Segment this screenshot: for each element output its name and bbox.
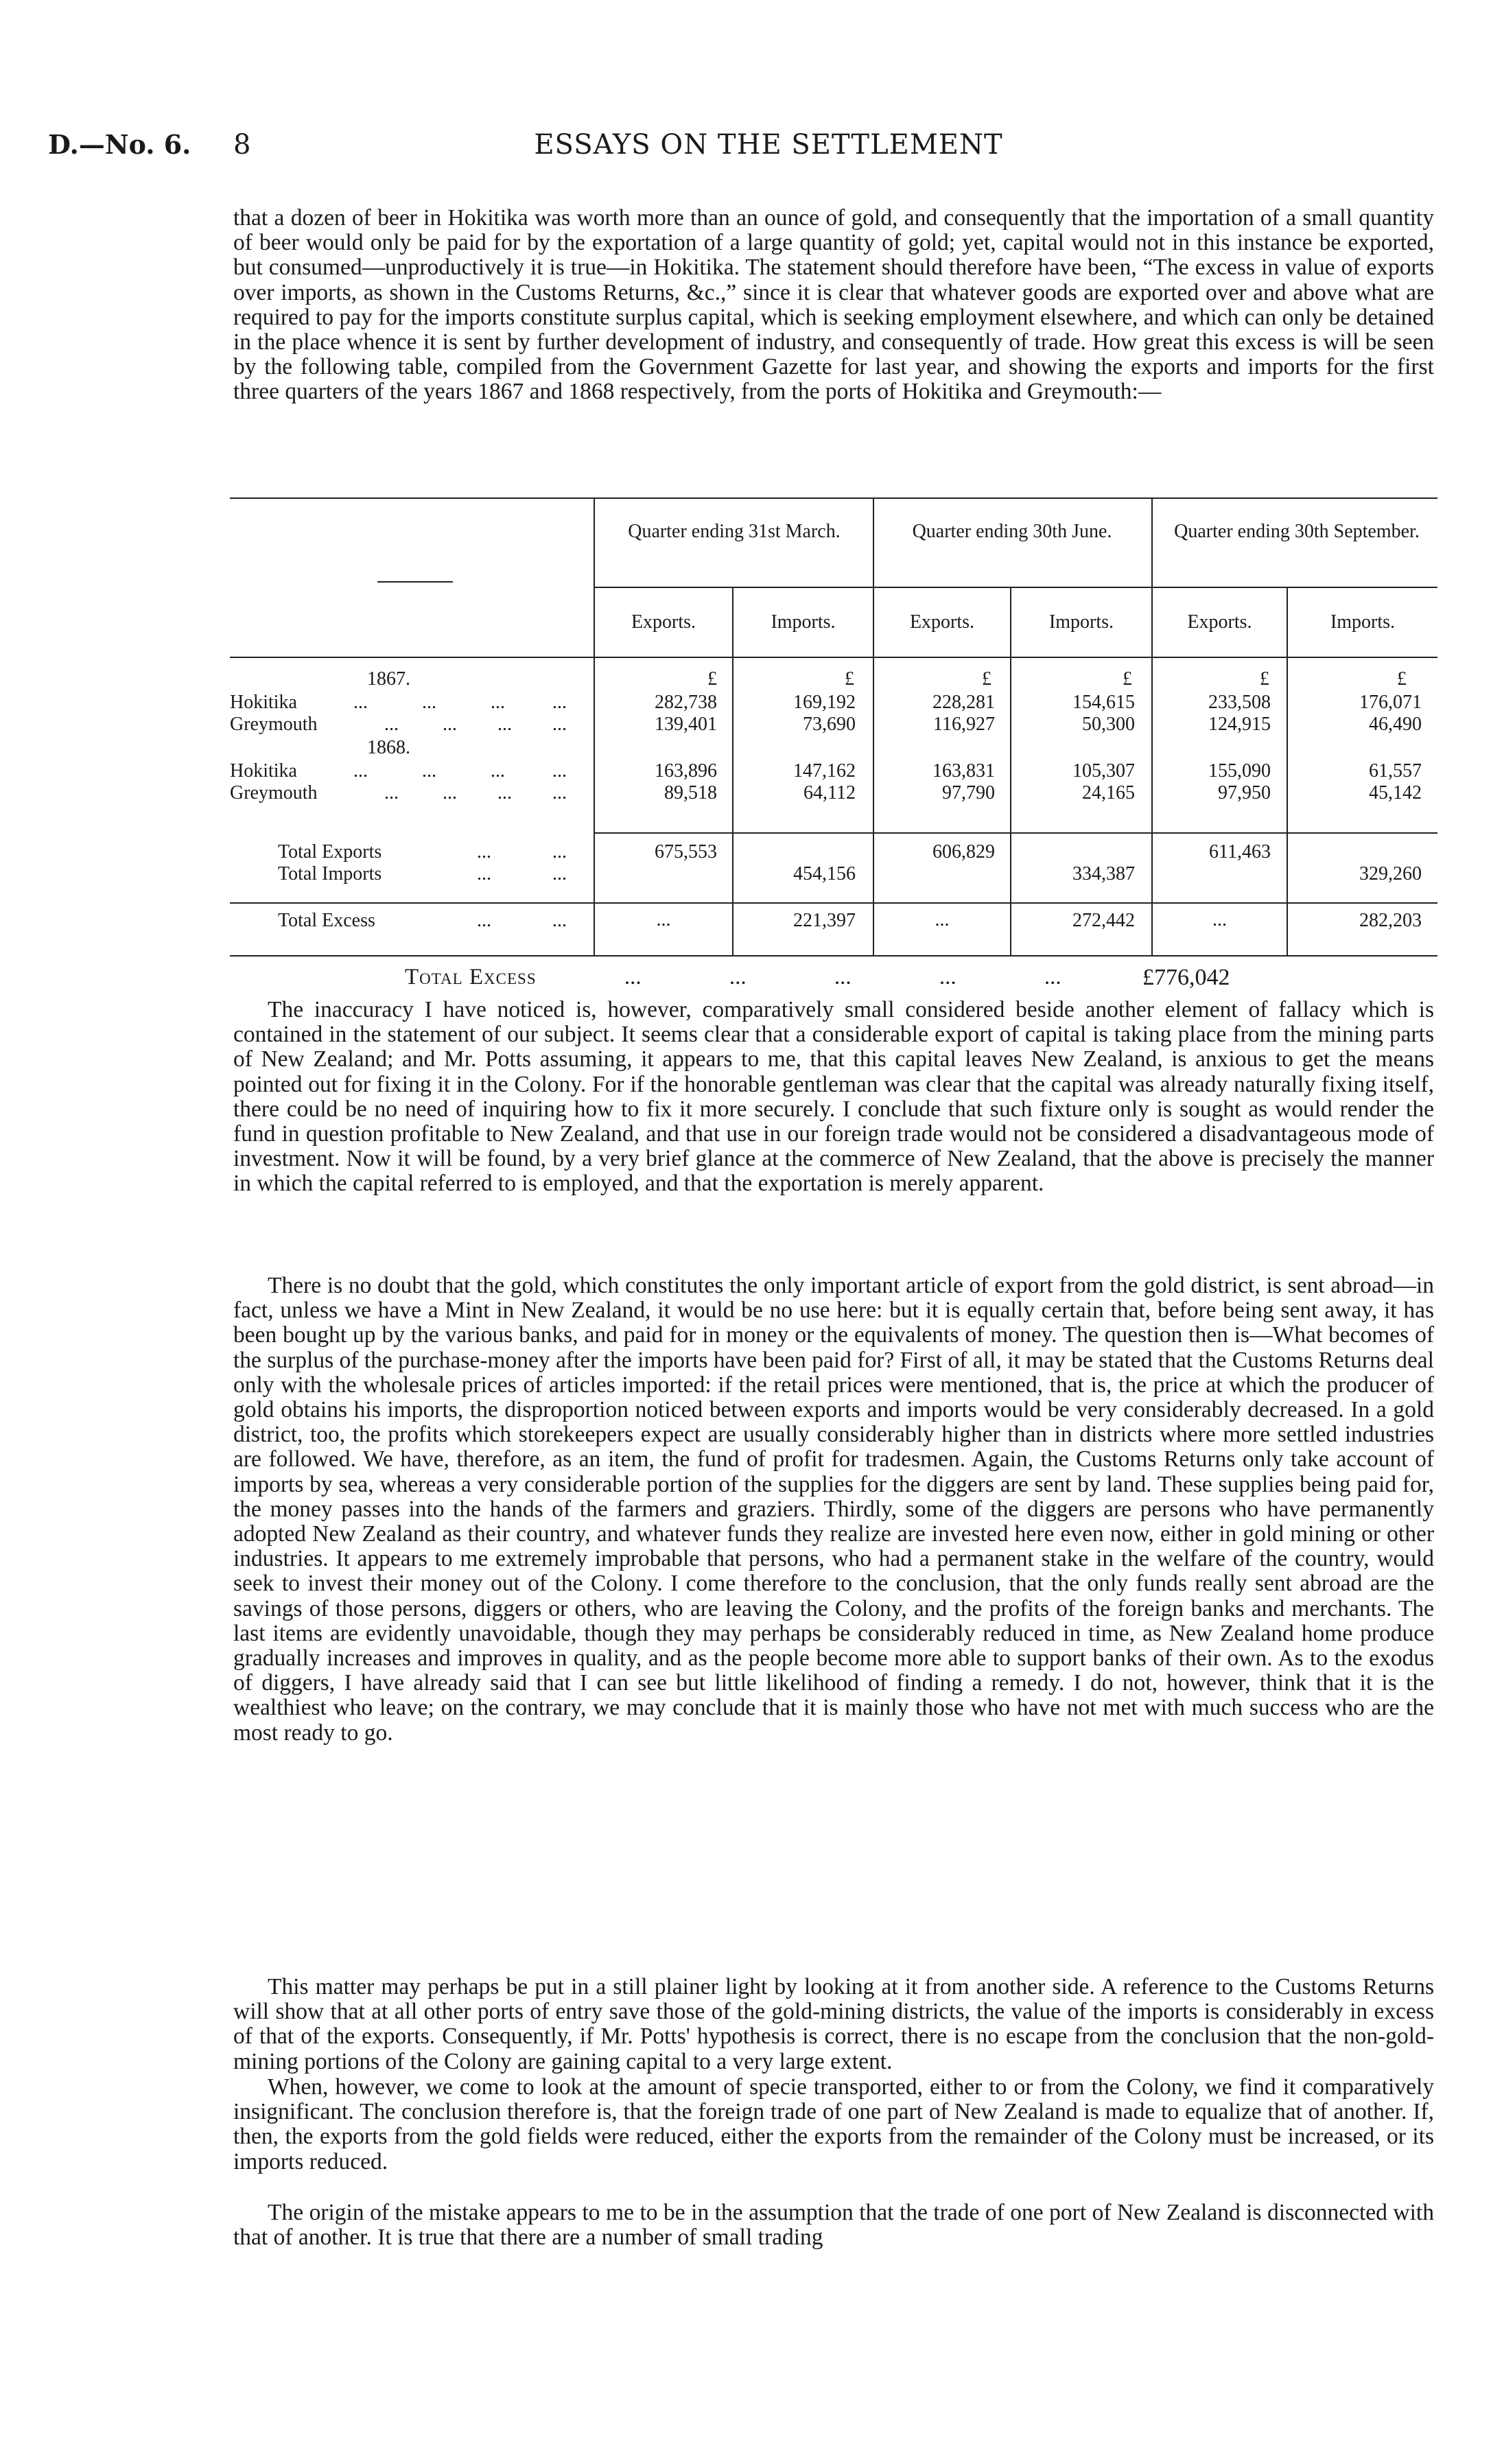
- quarter-header: Quarter ending 30th June.: [912, 521, 1112, 542]
- column-header: Imports.: [1048, 611, 1114, 633]
- total-excess-value: 221,397: [793, 910, 856, 931]
- leader-dots: ...: [1044, 965, 1061, 989]
- page-header: [48, 129, 1448, 170]
- grand-total-label: Total Excess: [405, 965, 537, 989]
- empty-dots: ...: [1212, 909, 1227, 930]
- column-header: Exports.: [631, 611, 696, 633]
- paragraph: The origin of the mistake appears to me to be in the assumption that the trade of one port of New Zealand is disconnected with that of another. It is true that there are a number of small trading: [233, 2200, 1434, 2251]
- year-label-1868: 1868.: [367, 737, 410, 758]
- table-cell: 97,790: [942, 782, 995, 803]
- leader-dots: ...: [729, 965, 747, 989]
- table-bottom-rule: [230, 955, 1437, 957]
- leader-dots: ...: [353, 760, 368, 782]
- currency-sign: £: [1397, 668, 1407, 690]
- leader-dots: ...: [477, 910, 491, 931]
- empty-dots: ...: [656, 909, 671, 930]
- table-cell: 61,557: [1369, 760, 1422, 782]
- table-top-rule: [230, 497, 1437, 499]
- currency-sign: £: [1123, 668, 1132, 690]
- table-cell: 163,896: [655, 760, 717, 782]
- row-label: Greymouth: [230, 782, 318, 803]
- table-cell: 50,300: [1082, 714, 1135, 735]
- row-label: Hokitika: [230, 760, 297, 782]
- leader-dots: ...: [443, 714, 457, 735]
- totals-rule: [594, 832, 1437, 834]
- total-exports-value: 606,829: [932, 841, 995, 863]
- total-exports-value: 675,553: [655, 841, 717, 863]
- paragraph: When, however, we come to look at the amount of specie transported, either to or from the Colony, we find it comparatively insignificant. The conclusion therefore is, that the foreign trade of one part of New Zealand is made to equalize that of another. If, then, the exports from the gold fields were reduced, either the exports from the remainder of the Colony must be increased, or its imports reduced.: [233, 2074, 1434, 2174]
- leader-dots: ...: [477, 841, 491, 863]
- table-cell: 282,738: [655, 692, 717, 713]
- leader-dots: ...: [422, 760, 436, 782]
- table-cell: 163,831: [932, 760, 995, 782]
- leader-dots: ...: [552, 910, 567, 931]
- total-exports-value: 611,463: [1209, 841, 1271, 863]
- leader-dots: ...: [477, 863, 491, 884]
- currency-sign: £: [1260, 668, 1269, 690]
- leader-dots: ...: [552, 760, 567, 782]
- table-cell: 154,615: [1072, 692, 1135, 713]
- paragraph: This matter may perhaps be put in a still plainer light by looking at it from another side. A reference to the Customs Returns will show that at all other ports of entry save those of the gold-mining districts, the value of the imports is considerably in excess of that of the exports. Consequently, if Mr. Potts' hypothesis is correct, there is no escape from the conclusion that the non-gold-mining portions of the Colony are gaining capital to a very large extent.: [233, 1974, 1434, 2074]
- paragraph: The inaccuracy I have noticed is, however, comparatively small considered beside another element of fallacy which is contained in the statement of our subject. It seems clear that a considerable export of capital is taking place from the mining parts of New Zealand; and Mr. Potts assuming, it appears to me, that this capital leaves New Zealand, is anxious to get the means pointed out for fixing it in the Colony. For if the honorable gentleman was clear that the capital was already naturally fixing itself, there could be no need of inquiring how to fix it more securely. I conclude that such fixture only is sought as would render the fund in question profitable to New Zealand, and that use in our foreign trade would not be considered a disadvantageous mode of investment. Now it will be found, by a very brief glance at the commerce of New Zealand, that the above is precisely the manner in which the capital referred to is employed, and that the exportation is merely apparent.: [233, 997, 1434, 1197]
- leader-dots: ...: [422, 692, 436, 713]
- grand-total-value: £776,042: [1142, 965, 1230, 990]
- leader-dots: ...: [491, 760, 505, 782]
- leader-dots: ...: [552, 714, 567, 735]
- leader-dots: ...: [497, 714, 512, 735]
- total-imports-value: 334,387: [1072, 863, 1135, 884]
- table-cell: 45,142: [1369, 782, 1422, 803]
- leader-dots: ...: [443, 782, 457, 803]
- page-title: ESSAYS ON THE SETTLEMENT: [534, 129, 1003, 161]
- table-cell: 139,401: [655, 714, 717, 735]
- leader-dots: ...: [353, 692, 368, 713]
- leader-dots: ...: [384, 714, 399, 735]
- table-cell: 89,518: [664, 782, 717, 803]
- total-imports-label: Total Imports: [278, 863, 382, 884]
- currency-sign: £: [707, 668, 717, 690]
- table-cell: 46,490: [1369, 714, 1422, 735]
- quarter-header-rule: [594, 587, 1437, 588]
- empty-dots: ...: [935, 909, 950, 930]
- table-cell: 116,927: [933, 714, 995, 735]
- quarter-header: Quarter ending 31st March.: [628, 521, 841, 542]
- total-excess-label: Total Excess: [278, 910, 375, 931]
- document-reference: D.—No. 6.: [48, 129, 191, 160]
- year-label-1867: 1867.: [367, 668, 410, 690]
- table-cell: 24,165: [1082, 782, 1135, 803]
- leader-dots: ...: [939, 965, 956, 989]
- table-cell: 155,090: [1208, 760, 1271, 782]
- table-cell: 97,950: [1218, 782, 1271, 803]
- table-cell: 124,915: [1208, 714, 1271, 735]
- paragraph: There is no doubt that the gold, which constitutes the only important article of export from the gold district, is sent abroad—in fact, unless we have a Mint in New Zealand, it would be no use here: but it is equally certain that, before being sent away, it has been bought up by the various banks, and paid for in money or the equivalents of money. The question then is—What becomes of the surplus of the purchase-money after the imports have been paid for? First of all, it may be stated that the Customs Returns deal only with the wholesale prices of articles imported: if the retail prices were mentioned, that is, the price at which the producer of gold obtains his imports, the disproportion noticed between exports and imports would be very considerably decreased. In a gold district, too, the profits which storekeepers expect are usually considerably higher than in districts where more settled industries are followed. We have, therefore, as an item, the fund of profit for tradesmen. Again, the Customs Returns only take account of imports by sea, whereas a very considerable portion of the supplies for the diggers are sent by land. These supplies being paid for, the money passes into the hands of the farmers and graziers. Thirdly, some of the diggers are persons who have permanently adopted New Zealand as their country, and whatever funds they realize are invested here even now, either in gold mining or other industries. It appears to me extremely improbable that persons, who had a permanent stake in the welfare of the country, would seek to invest their money out of the Colony. I come therefore to the conclusion, that the only funds really sent abroad are the savings of those persons, diggers or others, who are leaving the Colony, and the profits of the foreign banks and merchants. The last items are evidently unavoidable, though they may perhaps be considerably reduced in time, as New Zealand home produce gradually increases and improves in quality, and as the people become more able to support banks of their own. As to the exodus of diggers, I have already said that I can see but little likelihood of finding a remedy. I do not, however, think that it is the wealthiest who leave; on the contrary, we may conclude that it is mainly those who have not met with much success who are the most ready to go.: [233, 1273, 1434, 1746]
- table-cell: 176,071: [1359, 692, 1422, 713]
- exports-imports-table: [230, 497, 1437, 957]
- table-cell: 169,192: [793, 692, 856, 713]
- column-header: Imports.: [1330, 611, 1396, 633]
- leader-dots: ...: [384, 782, 399, 803]
- leader-dots: ...: [552, 782, 567, 803]
- column-header-rule: [230, 657, 1437, 658]
- currency-sign: £: [982, 668, 991, 690]
- table-cell: 147,162: [793, 760, 856, 782]
- currency-sign: £: [845, 668, 854, 690]
- row-label: Greymouth: [230, 714, 318, 735]
- leader-dots: ...: [834, 965, 852, 989]
- paragraph-intro: that a dozen of beer in Hokitika was worth more than an ounce of gold, and consequently that the importation of a small quantity of beer would only be paid for by the exportation of a large quantity of gold; yet, capital would not in this instance be exported, but consumed—unproductively it is true—in Hokitika. The statement should therefore have been, “The excess in value of exports over imports, as shown in the Customs Returns, &c.,” since it is clear that whatever goods are exported over and above what are required to pay for the imports constitute surplus capital, which is seeking employment elsewhere, and which can only be detained in the place whence it is sent by further development of industry, and consequently of trade. How great this excess is will be seen by the following table, compiled from the Government Gazette for last year, and showing the exports and imports for the first three quarters of the years 1867 and 1868 respectively, from the ports of Hokitika and Greymouth:—: [233, 205, 1434, 405]
- leader-dots: ...: [552, 841, 567, 863]
- leader-dots: ...: [491, 692, 505, 713]
- total-imports-value: 454,156: [793, 863, 856, 884]
- column-header: Exports.: [909, 611, 975, 633]
- total-exports-label: Total Exports: [278, 841, 382, 863]
- table-cell: 64,112: [803, 782, 856, 803]
- table-cell: 105,307: [1072, 760, 1135, 782]
- stub-dash: [377, 581, 453, 583]
- quarter-header: Quarter ending 30th September.: [1174, 521, 1420, 542]
- row-label: Hokitika: [230, 692, 297, 713]
- table-cell: 228,281: [932, 692, 995, 713]
- total-excess-value: 282,203: [1359, 910, 1422, 931]
- table-cell: 233,508: [1208, 692, 1271, 713]
- grand-total-line: [405, 965, 1061, 990]
- column-header: Imports.: [771, 611, 836, 633]
- table-cell: 73,690: [803, 714, 856, 735]
- excess-rule: [230, 902, 1437, 904]
- leader-dots: ...: [552, 863, 567, 884]
- leader-dots: ...: [497, 782, 512, 803]
- leader-dots: ...: [552, 692, 567, 713]
- column-header: Exports.: [1187, 611, 1252, 633]
- total-imports-value: 329,260: [1359, 863, 1422, 884]
- leader-dots: ...: [624, 965, 642, 989]
- page-number: 8: [233, 129, 251, 161]
- total-excess-value: 272,442: [1072, 910, 1135, 931]
